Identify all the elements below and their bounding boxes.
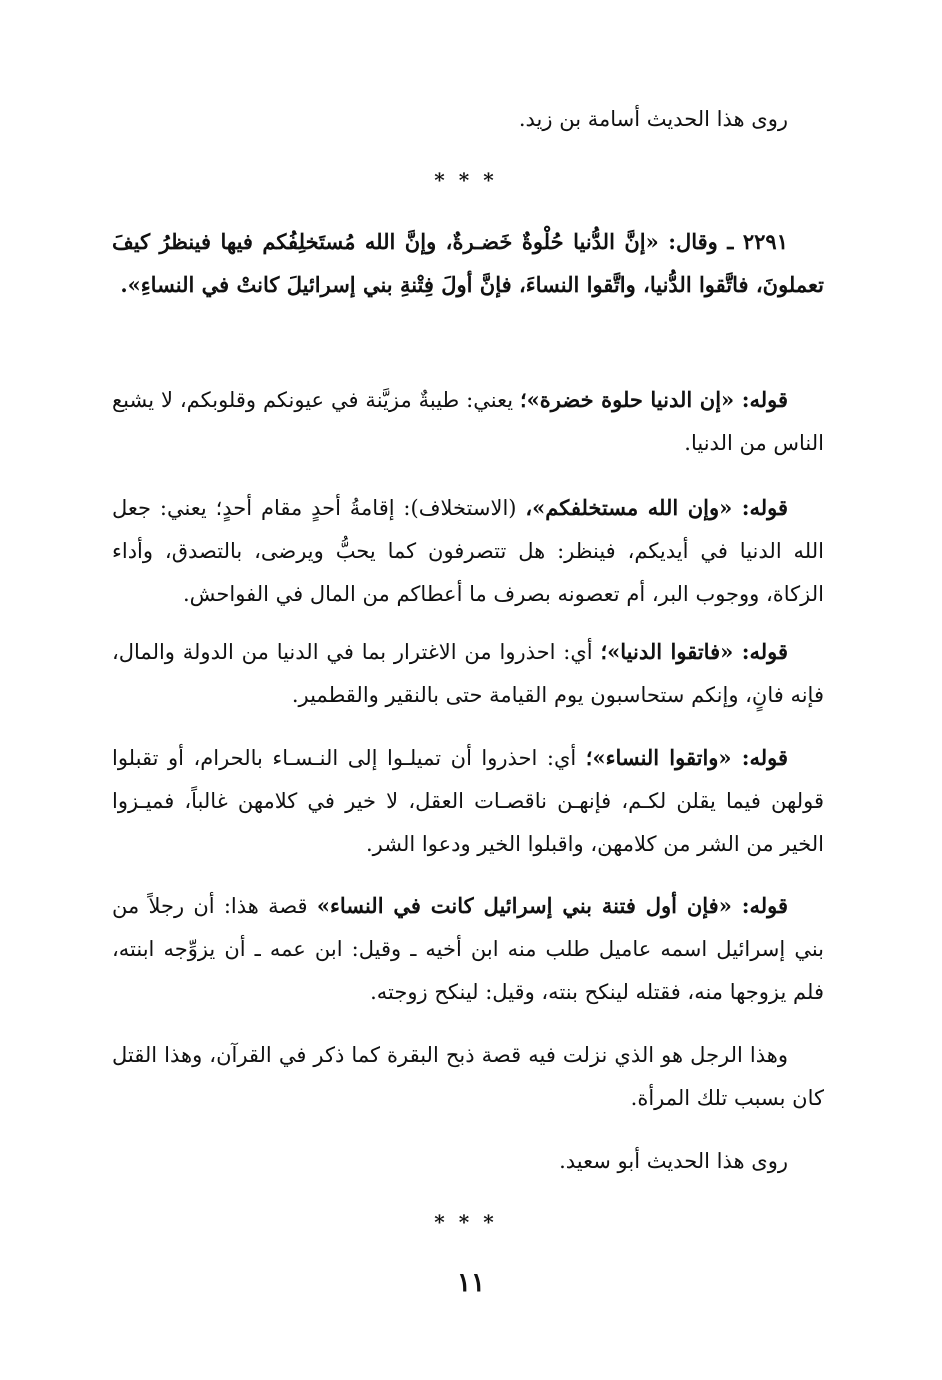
commentary-5 [112,884,824,1014]
section-separator-bottom: *** [434,1210,508,1234]
commentary-3 [112,630,824,717]
commentary-label: قوله: «إن الدنيا حلوة خضرة»؛ [519,387,789,412]
narration-text: روى هذا الحديث أبو سعيد. [559,1149,788,1173]
commentary-2 [112,486,824,616]
section-separator-top: *** [434,168,508,192]
commentary-4 [112,736,824,866]
commentary-label: قوله: «فاتقوا الدنيا»؛ [600,639,788,664]
commentary-label: قوله: «فإن أول فتنة بني إسرائيل كانت في النساء» [316,893,788,918]
commentary-text: قصة هذا: أن رجلاً من بني إسرائيل اسمه عاميل طلب منه ابن أخيه ـ وقيل: ابن عمه ـ أن يزوِّجه ابنته، فلم يزوجها منه، فقتله لينكح بنته، وقيل: لينكح زوجته. [112,894,824,1004]
commentary-1 [112,378,824,465]
commentary-text: أي: احذروا من الاغترار بما في الدنيا من الدولة والمال، فإنه فانٍ، وإنكم ستحاسبون يوم القيامة حتى بالنقير والقطمير. [112,640,824,707]
commentary-label: قوله: «وإن الله مستخلفكم»، [525,495,788,520]
narration-text: روى هذا الحديث أسامة بن زيد. [518,107,788,131]
commentary-text: وهذا الرجل هو الذي نزلت فيه قصة ذبح البقرة كما ذكر في القرآن، وهذا القتل كان بسبب تلك المرأة. [112,1043,824,1110]
commentary-6 [112,1034,824,1120]
commentary-text: يعني: طيبةٌ مزيَّنة في عيونكم وقلوبكم، لا يشبع الناس من الدنيا. [112,388,824,455]
hadith-2291 [112,220,824,306]
narration-note-2 [112,1140,824,1183]
page-number: ١١ [457,1268,485,1298]
commentary-text: أي: احذروا أن تميلـوا إلى النـسـاء بالحرام، أو تقبلوا قولهن فيما يقلن لكـم، فإنهـن ناقصـات العقل، لا خير في كلامهن غالباً، فميـزوا الخير من الشر من كلامهن، واقبلوا الخير ودعوا الشر. [112,746,824,856]
commentary-text: (الاستخلاف): إقامةُ أحدٍ مقام أحدٍ؛ يعني: جعل الله الدنيا في أيديكم، فينظر: هل تتصرفون كما يحبُّ ويرضى، بالتصدق، وأداء الزكاة، ووجوب البر، أم تعصونه بصرف ما أعطاكم من المال في الفواحش. [112,496,824,606]
hadith-text: ٢٢٩١ ـ وقال: «إنَّ الدُّنيا حُلْوةٌ خَضـرةٌ، وإنَّ الله مُستَخلِفُكم فيها فينظرُ كيفَ تعملونَ، فاتَّقوا الدُّنيا، واتَّقوا النساءَ، فإنَّ أولَ فِتْنةِ بني إسرائيلَ كانتْ في النساءِ». [112,229,824,297]
commentary-label: قوله: «واتقوا النساء»؛ [585,745,788,770]
narration-note-1 [112,98,824,141]
